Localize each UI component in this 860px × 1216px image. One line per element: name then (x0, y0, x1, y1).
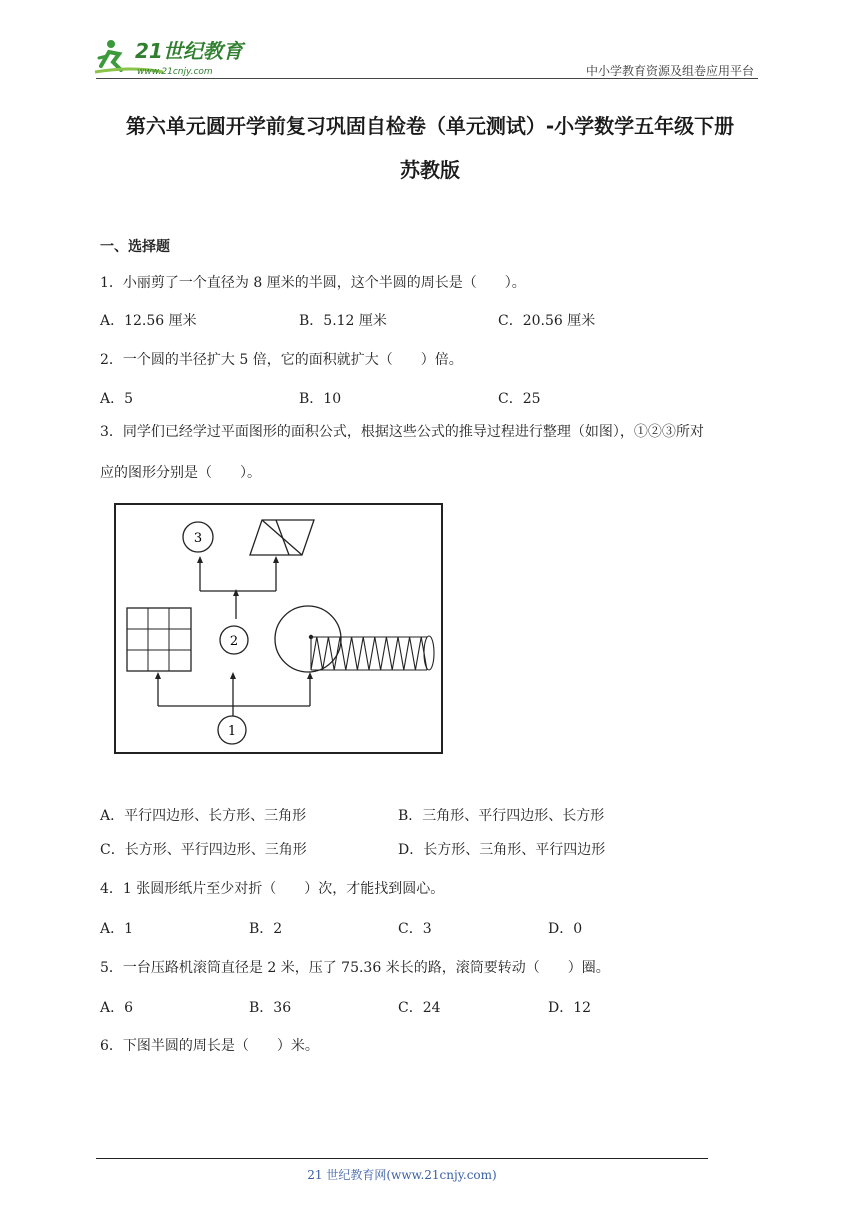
question-6: 6．下图半圆的周长是（ ）米。 (100, 1038, 319, 1054)
question-3-line1: 3．同学们已经学过平面图形的面积公式，根据这些公式的推导过程进行整理（如图），①②③所对 (100, 424, 704, 440)
q1-option-a[interactable]: A．12.56 厘米 (100, 313, 197, 329)
q5-option-d[interactable]: D．12 (548, 1000, 592, 1016)
page-title-line1: 第六单元圆开学前复习巩固自检卷（单元测试）-小学数学五年级下册 (125, 114, 735, 138)
footer-divider (96, 1158, 708, 1159)
header-tagline: 中小学教育资源及组卷应用平台 (585, 64, 754, 78)
svg-text:21世纪教育: 21世纪教育 (135, 39, 243, 63)
q4-option-a[interactable]: A．1 (100, 921, 134, 937)
q4-option-d[interactable]: D．0 (548, 921, 583, 937)
footer-text: 21 世纪教育网(www.21cnjy.com) (307, 1168, 497, 1182)
svg-text:www.21cnjy.com: www.21cnjy.com (137, 67, 213, 77)
grid-rectangle (127, 608, 191, 671)
question-5: 5．一台压路机滚筒直径是 2 米，压了 75.36 米长的路，滚筒要转动（ ）圈。 (100, 960, 610, 976)
q3-option-d[interactable]: D．长方形、三角形、平行四边形 (398, 842, 606, 858)
question-2: 2．一个圆的半径扩大 5 倍，它的面积就扩大（ ）倍。 (100, 352, 463, 368)
area-derivation-figure (114, 503, 444, 755)
rearranged-circle-sectors (309, 635, 434, 670)
q3-option-b[interactable]: B．三角形、平行四边形、长方形 (398, 808, 605, 824)
q4-option-c[interactable]: C．3 (398, 921, 432, 937)
q2-option-a[interactable]: A．5 (100, 391, 134, 407)
q3-option-a[interactable]: A．平行四边形、长方形、三角形 (100, 808, 307, 824)
q5-option-b[interactable]: B．36 (249, 1000, 292, 1016)
section-heading: 一、选择题 (100, 239, 170, 255)
figure-label-3: 3 (193, 531, 203, 546)
q4-option-b[interactable]: B．2 (249, 921, 283, 937)
q1-option-c[interactable]: C．20.56 厘米 (498, 313, 596, 329)
figure-label-2: 2 (229, 634, 239, 649)
runner-logo-icon (93, 36, 258, 80)
q2-option-c[interactable]: C．25 (498, 391, 541, 407)
question-1: 1．小丽剪了一个直径为 8 厘米的半圆，这个半圆的周长是（ ）。 (100, 275, 526, 291)
q3-option-c[interactable]: C．长方形、平行四边形、三角形 (100, 842, 307, 858)
q1-option-b[interactable]: B．5.12 厘米 (299, 313, 387, 329)
question-4: 4．1 张圆形纸片至少对折（ ）次，才能找到圆心。 (100, 881, 445, 897)
logo (93, 36, 258, 80)
figure-label-1: 1 (227, 724, 237, 739)
question-3-line2: 应的图形分别是（ ）。 (100, 465, 261, 481)
q2-option-b[interactable]: B．10 (299, 391, 342, 407)
header-divider (96, 78, 758, 79)
page-title-line2: 苏教版 (400, 158, 460, 182)
circle-shape (275, 606, 341, 672)
q5-option-a[interactable]: A．6 (100, 1000, 134, 1016)
q5-option-c[interactable]: C．24 (398, 1000, 441, 1016)
